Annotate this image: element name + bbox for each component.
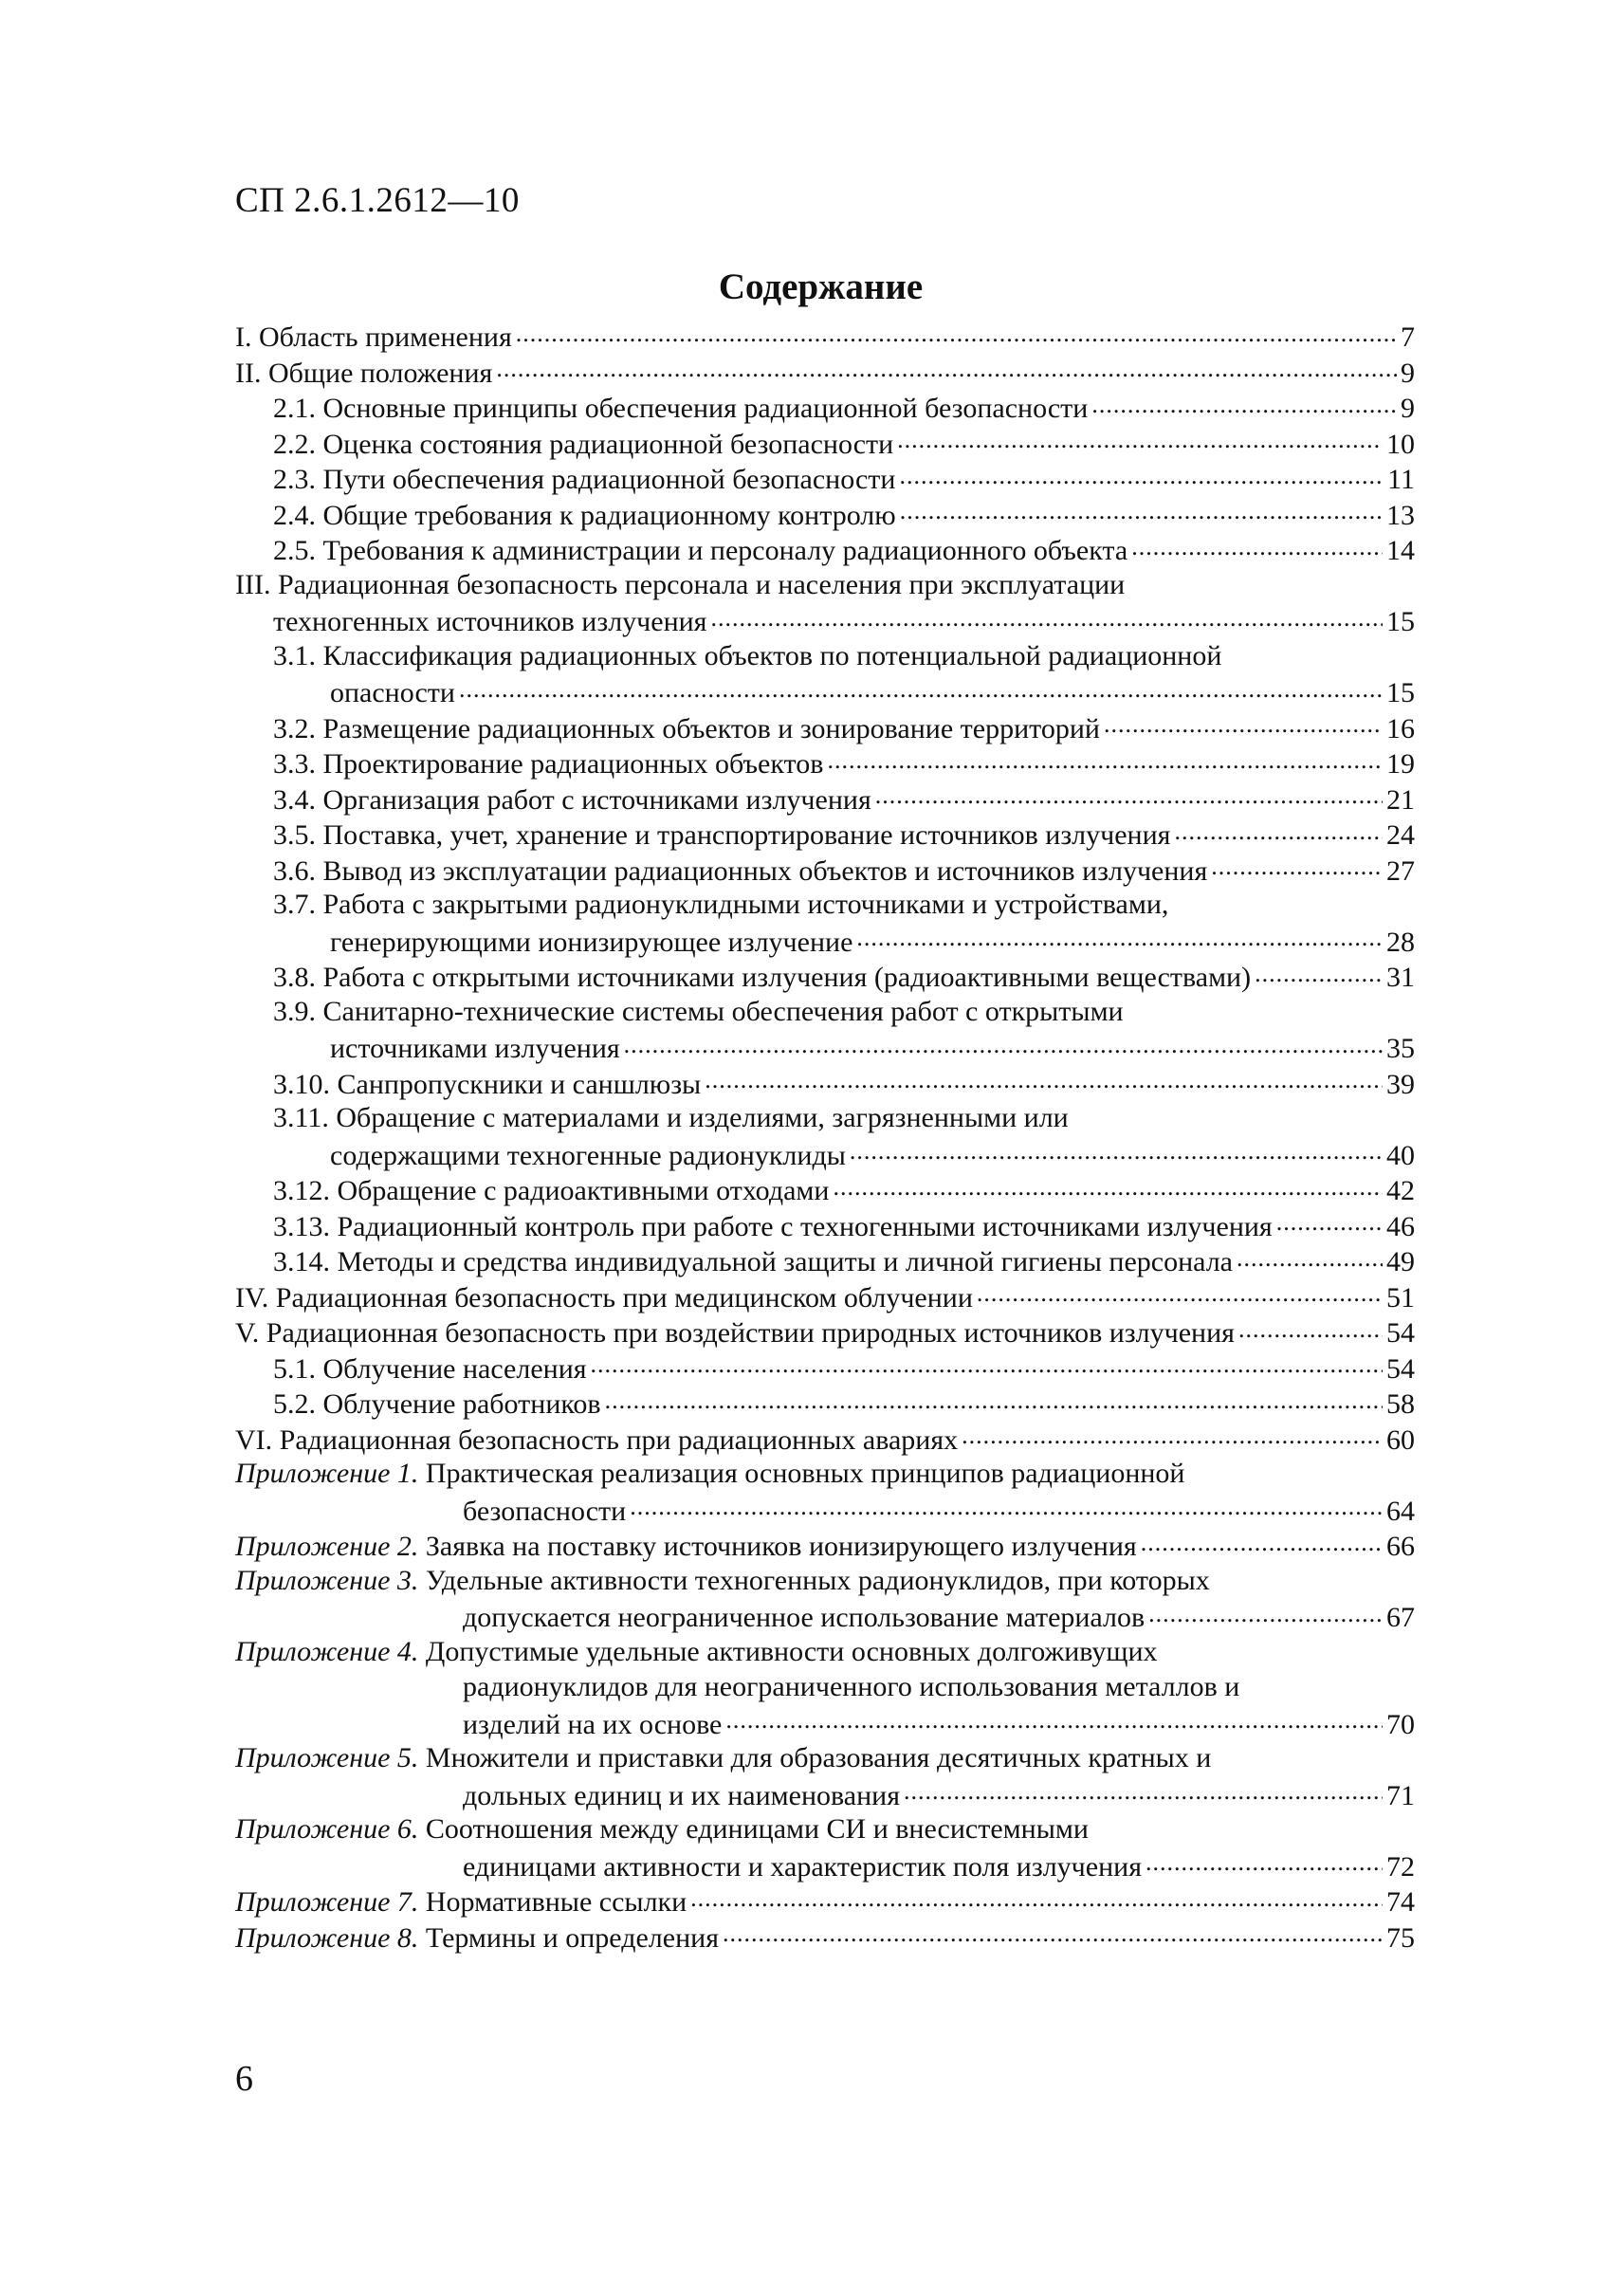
toc-row [235, 460, 1415, 496]
toc-leader-dots [1148, 1598, 1383, 1626]
toc-leader-dots [516, 318, 1397, 346]
toc-page-number: 7 [1401, 321, 1415, 353]
toc-entry-text: техногенных источников излучения [273, 606, 707, 637]
toc-entry-text: 3.14. Методы и средства индивидуальной защиты и личной гигиены персонала [273, 1246, 1234, 1277]
toc-entry-prefix: Приложение 6. [235, 1813, 426, 1845]
toc-row [235, 887, 1415, 923]
toc-leader-dots [833, 1171, 1383, 1200]
toc-leader-dots [459, 673, 1383, 702]
toc-entry-text: 2.2. Оценка состояния радиационной безопасности [273, 428, 894, 460]
toc-leader-dots [827, 744, 1383, 773]
toc-row [235, 1207, 1415, 1243]
toc-leader-dots [1255, 958, 1383, 986]
toc-page-number: 40 [1386, 1139, 1415, 1171]
toc-row [235, 673, 1415, 709]
toc-entry-text: 2.4. Общие требования к радиационному контролю [273, 499, 896, 531]
toc-entry-prefix: Приложение 5. [235, 1742, 426, 1773]
toc-entry-text: 2.1. Основные принципы обеспечения радиационной безопасности [273, 393, 1089, 424]
toc-page-number: 13 [1386, 499, 1415, 531]
toc-entry-text: Множители и приставки для образования десятичных кратных и [425, 1742, 1212, 1773]
toc-entry-text: содержащими техногенные радионуклиды [330, 1139, 846, 1171]
toc-row [235, 1350, 1415, 1386]
toc-entry-text: 3.9. Санитарно-технические системы обеспечения работ с открытыми [273, 995, 1124, 1027]
toc-page-number: 21 [1386, 783, 1415, 816]
toc-entry-text: Соотношения между единицами СИ и внесистемными [425, 1813, 1089, 1845]
toc-row [235, 1598, 1415, 1634]
toc-page-number: 19 [1386, 748, 1415, 780]
toc-page-number: 9 [1401, 357, 1415, 389]
toc-row [235, 1847, 1415, 1883]
toc-leader-dots [1276, 1207, 1383, 1236]
toc-entry-prefix: Приложение 7. [235, 1886, 426, 1918]
toc-page-number: 24 [1386, 819, 1415, 851]
toc-row [235, 496, 1415, 532]
toc-entry-text: 3.4. Организация работ с источниками излучения [273, 783, 871, 816]
page-number: 6 [235, 2059, 253, 2099]
toc-entry-text: 3.6. Вывод из эксплуатации радиационных объектов и источников излучения [273, 854, 1208, 887]
toc-row [235, 1385, 1415, 1421]
toc-row [235, 852, 1415, 888]
toc-leader-dots [856, 923, 1383, 951]
toc-entry-text: радионуклидов для неограниченного использования металлов и [463, 1671, 1240, 1702]
toc-entry-text: 3.2. Размещение радиационных объектов и зонирование территорий [273, 712, 1100, 744]
toc-row [235, 1776, 1415, 1812]
toc-row [235, 816, 1415, 852]
toc-row [235, 354, 1415, 390]
toc-row [235, 318, 1415, 354]
toc-entry-text: Заявка на поставку источников ионизирующего излучения [425, 1531, 1137, 1562]
toc-leader-dots [1131, 531, 1383, 560]
toc-row [235, 1492, 1415, 1528]
toc-entry-text: 3.3. Проектирование радиационных объектов [273, 748, 824, 780]
toc-page-number: 70 [1386, 1708, 1415, 1740]
toc-page-number: 11 [1387, 464, 1415, 495]
toc-entry-text: VI. Радиационная безопасность при радиационных авариях [235, 1424, 959, 1456]
toc-leader-dots [875, 781, 1383, 809]
toc-entry-text: Практическая реализация основных принципов радиационной [425, 1458, 1185, 1489]
toc-entry-text: 3.11. Обращение с материалами и изделиями, загрязненными или [273, 1102, 1069, 1133]
toc-page-number: 67 [1386, 1602, 1415, 1633]
toc-row [235, 1421, 1415, 1457]
toc-entry-text: 3.1. Классификация радиационных объектов по потенциальной радиационной [273, 639, 1222, 671]
toc-entry-text: 3.5. Поставка, учет, хранение и транспортирование источников излучения [273, 819, 1171, 851]
toc-leader-dots [904, 1776, 1383, 1805]
toc-entry-text: Допустимые удельные активности основных долгоживущих [425, 1635, 1158, 1667]
toc-entry-text: 2.3. Пути обеспечения радиационной безопасности [273, 464, 896, 495]
toc-leader-dots [591, 1350, 1383, 1378]
toc-entry-prefix: Приложение 4. [235, 1635, 426, 1667]
toc-entry-text: II. Общие положения [235, 357, 493, 389]
toc-entry-text: 3.8. Работа с открытыми источниками излучения (радиоактивными веществами) [273, 962, 1252, 993]
toc-row [235, 1029, 1415, 1065]
toc-row [235, 389, 1415, 425]
toc-entry-text: генерирующими ионизирующее излучение [330, 926, 853, 958]
toc-entry-text: дольных единиц и их наименования [463, 1779, 901, 1811]
toc-row [235, 994, 1415, 1030]
toc-page-number: 42 [1386, 1175, 1415, 1206]
toc-page-number: 54 [1386, 1352, 1415, 1385]
toc-row [235, 1919, 1415, 1955]
toc-entry-text: Термины и определения [425, 1921, 719, 1954]
toc-entry-text: опасности [330, 677, 455, 708]
toc-entry-prefix: Приложение 3. [235, 1564, 426, 1596]
toc-leader-dots [711, 602, 1384, 631]
toc-row [235, 1634, 1415, 1670]
toc-page-number: 74 [1386, 1886, 1415, 1918]
toc-leader-dots [1104, 709, 1383, 738]
toc-leader-dots [1141, 1527, 1383, 1555]
toc-row [235, 1563, 1415, 1599]
toc-leader-dots [1237, 1242, 1383, 1271]
toc-row [235, 744, 1415, 781]
toc-entry-text: 3.10. Санпропускники и саншлюзы [273, 1068, 702, 1100]
toc-row [235, 1527, 1415, 1563]
toc-entry-text: IV. Радиационная безопасность при медицинском облучении [235, 1281, 973, 1313]
toc-leader-dots [1238, 1313, 1383, 1342]
toc-page-number: 27 [1386, 854, 1415, 887]
toc-page-number: 64 [1386, 1495, 1415, 1527]
toc-row [235, 638, 1415, 674]
toc-leader-dots [605, 1385, 1383, 1413]
toc-row [235, 602, 1415, 638]
toc-entry-prefix: Приложение 2. [235, 1531, 426, 1562]
toc-leader-dots [1174, 816, 1383, 844]
toc-row [235, 567, 1415, 603]
toc-page-number: 58 [1386, 1388, 1415, 1420]
toc-leader-dots [496, 354, 1397, 382]
toc-entry-text: безопасности [463, 1495, 627, 1527]
toc-entry-text: V. Радиационная безопасность при воздействии природных источников излучения [235, 1317, 1235, 1349]
toc-leader-dots [897, 425, 1383, 453]
toc-row [235, 1242, 1415, 1278]
toc-page-number: 28 [1386, 926, 1415, 958]
toc-row [235, 1278, 1415, 1314]
document-code: СП 2.6.1.2612—10 [235, 181, 520, 220]
toc-entry-text: 3.7. Работа с закрытыми радионуклидными источниками и устройствами, [273, 889, 1169, 920]
toc-leader-dots [1091, 389, 1397, 417]
toc-page-number: 15 [1386, 677, 1415, 708]
toc-page-number: 31 [1386, 962, 1415, 993]
toc-leader-dots [630, 1492, 1383, 1520]
toc-entry-prefix: Приложение 8. [235, 1921, 426, 1954]
toc-page-number: 66 [1386, 1531, 1415, 1562]
toc-page-number: 71 [1386, 1779, 1415, 1811]
toc-row [235, 425, 1415, 461]
toc-leader-dots [899, 460, 1384, 488]
toc-row [235, 781, 1415, 817]
toc-page-number: 46 [1386, 1210, 1415, 1242]
toc-entry-text: 5.1. Облучение населения [273, 1352, 587, 1385]
toc-entry-text: Нормативные ссылки [425, 1886, 687, 1918]
toc-entry-text: III. Радиационная безопасность персонала и населения при эксплуатации [235, 568, 1126, 600]
toc-page-number: 51 [1386, 1281, 1415, 1313]
toc-entry-text: 3.13. Радиационный контроль при работе с техногенными источниками излучения [273, 1210, 1273, 1242]
toc-row [235, 1313, 1415, 1350]
toc-leader-dots [1211, 852, 1383, 880]
toc-title: Содержание [718, 266, 924, 307]
toc-entry-text: 3.12. Обращение с радиоактивными отходами [273, 1175, 830, 1206]
toc-leader-dots [1146, 1847, 1383, 1876]
toc-entry-text: 2.5. Требования к администрации и персоналу радиационного объекта [273, 535, 1128, 566]
toc-page-number: 16 [1386, 712, 1415, 744]
toc-row [235, 1811, 1415, 1847]
toc-page-number: 49 [1386, 1246, 1415, 1277]
toc-leader-dots [977, 1278, 1383, 1307]
toc-row [235, 1136, 1415, 1172]
toc-row [235, 1456, 1415, 1492]
toc-page-number: 14 [1386, 535, 1415, 566]
toc-leader-dots [624, 1029, 1383, 1057]
toc-entry-text: изделий на их основе [463, 1708, 723, 1740]
toc-row [235, 1065, 1415, 1101]
toc-row [235, 1740, 1415, 1776]
toc-leader-dots [690, 1883, 1383, 1911]
toc-leader-dots [900, 496, 1383, 524]
toc-entry-text: 5.2. Облучение работников [273, 1388, 601, 1420]
toc-row [235, 531, 1415, 567]
toc-entry-prefix: Приложение 1. [235, 1458, 426, 1489]
toc-page-number: 75 [1386, 1921, 1415, 1954]
toc-row [235, 1883, 1415, 1919]
table-of-contents [235, 318, 1415, 1954]
toc-row [235, 1669, 1415, 1705]
toc-page-number: 54 [1386, 1317, 1415, 1349]
toc-entry-text: Удельные активности техногенных радионуклидов, при которых [425, 1564, 1210, 1596]
toc-page-number: 15 [1386, 606, 1415, 637]
toc-page-number: 35 [1386, 1033, 1415, 1064]
toc-row [235, 709, 1415, 745]
toc-row [235, 923, 1415, 959]
toc-row [235, 1171, 1415, 1207]
toc-page-number: 10 [1386, 428, 1415, 460]
toc-leader-dots [725, 1705, 1383, 1734]
toc-entry-text: допускается неограниченное использование материалов [463, 1602, 1146, 1633]
toc-page-number: 72 [1386, 1850, 1415, 1883]
toc-leader-dots [850, 1136, 1383, 1165]
toc-entry-text: I. Область применения [235, 321, 512, 353]
toc-page-number: 60 [1386, 1424, 1415, 1456]
toc-page-number: 9 [1401, 393, 1415, 424]
toc-entry-text: единицами активности и характеристик поля излучения [463, 1850, 1142, 1883]
toc-row [235, 1705, 1415, 1741]
toc-page-number: 39 [1386, 1068, 1415, 1100]
toc-leader-dots [962, 1421, 1383, 1449]
toc-row [235, 1100, 1415, 1136]
toc-leader-dots [723, 1919, 1383, 1947]
toc-row [235, 958, 1415, 994]
toc-entry-text: источниками излучения [330, 1033, 620, 1064]
toc-leader-dots [705, 1065, 1383, 1093]
